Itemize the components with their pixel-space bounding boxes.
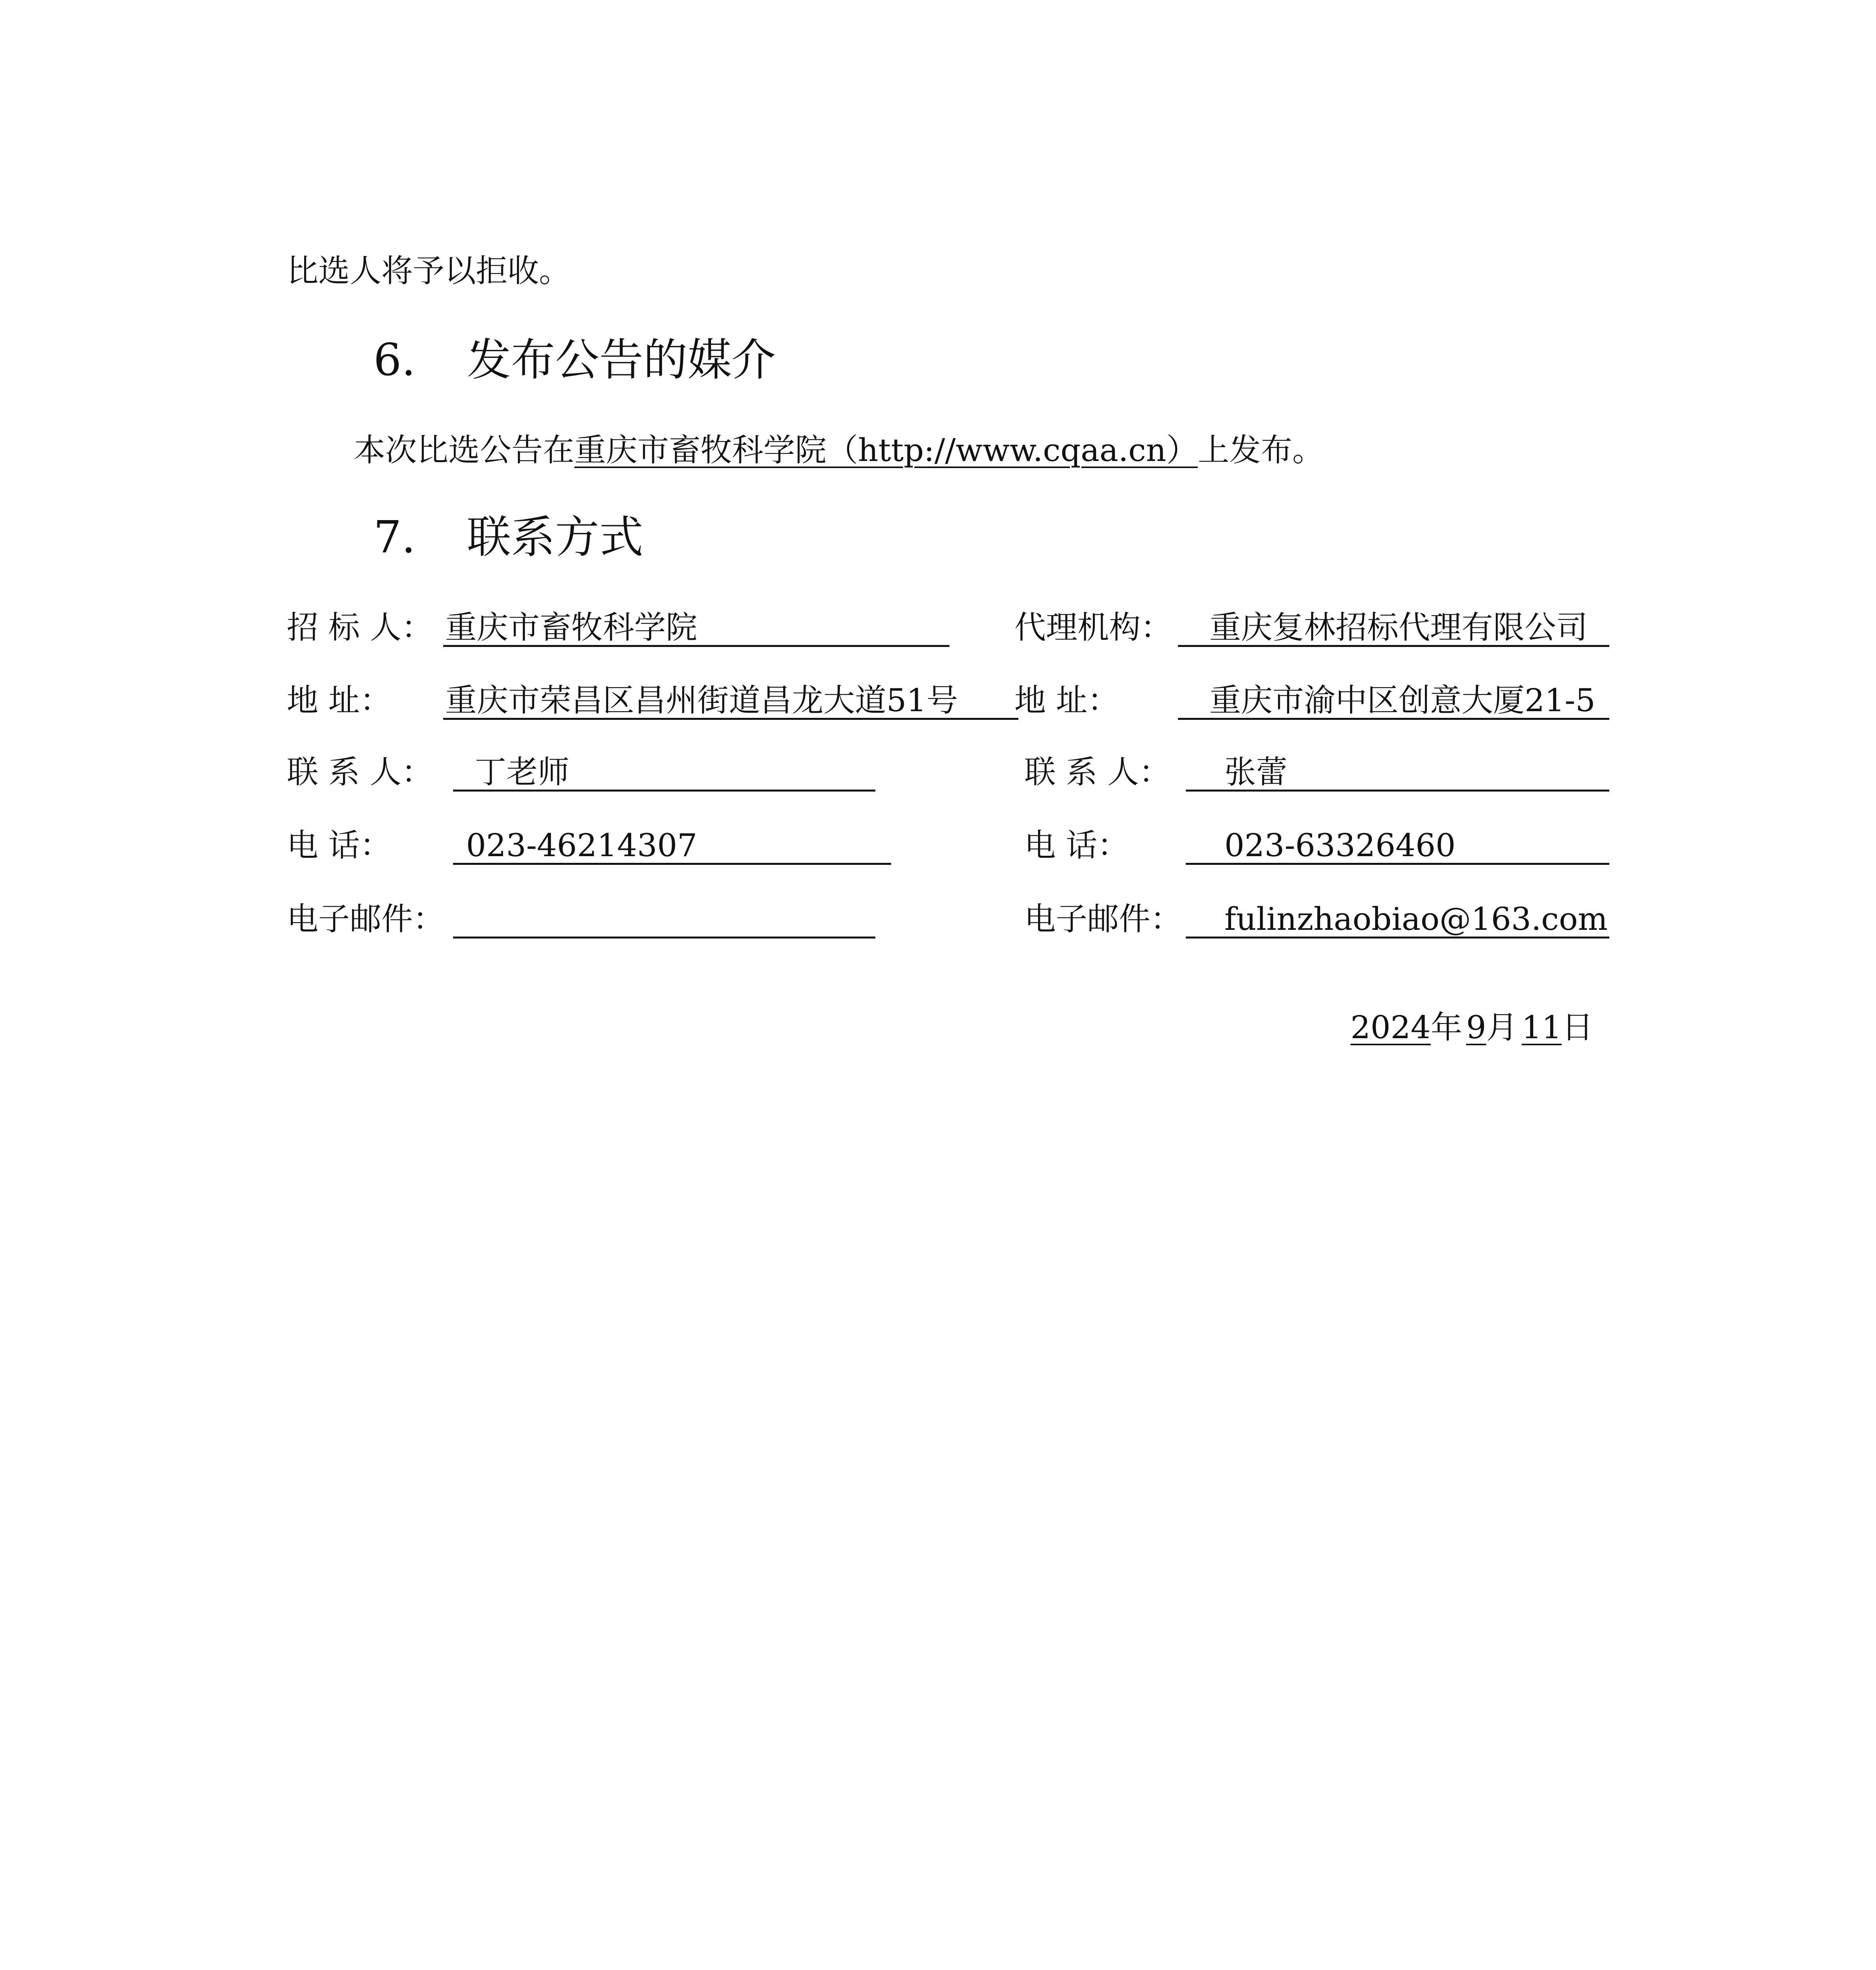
section7-title: 联系方式 <box>467 512 643 563</box>
section7-number: 7. <box>373 512 416 563</box>
left-phone-underline <box>453 863 891 865</box>
date-day-unit: 日 <box>1562 1009 1594 1046</box>
section6-paragraph <box>354 432 1324 468</box>
left-email-label: 电子邮件： <box>287 901 444 937</box>
section6-number: 6. <box>373 335 416 386</box>
right-address-value: 重庆市渝中区创意大厦21-5 <box>1209 682 1596 719</box>
date-day: 11 <box>1521 1009 1562 1046</box>
right-email-underline <box>1186 937 1609 939</box>
right-contact-label: 联 系 人： <box>1024 754 1170 790</box>
right-email-value: fulinzhaobiao@163.com <box>1224 901 1608 937</box>
left-address-value: 重庆市荣昌区昌州街道昌龙大道51号 <box>445 682 958 719</box>
left-contact-underline <box>453 790 875 792</box>
right-phone-underline <box>1186 863 1609 865</box>
agency-underline <box>1178 645 1609 647</box>
agency-value: 重庆复林招标代理有限公司 <box>1209 609 1588 646</box>
right-address-label: 地 址： <box>1014 682 1119 719</box>
left-phone-label: 电 话： <box>287 827 392 864</box>
tenderer-value: 重庆市畜牧科学院 <box>445 609 697 646</box>
date-month: 9 <box>1466 1009 1486 1046</box>
section6-text-after: 上发布。 <box>1198 432 1324 468</box>
date-year: 2024 <box>1350 1009 1431 1046</box>
right-email-label: 电子邮件： <box>1024 901 1182 937</box>
signature-date <box>1350 1009 1594 1046</box>
right-phone-label: 电 话： <box>1024 827 1129 864</box>
tenderer-label: 招 标 人： <box>287 609 433 646</box>
tenderer-underline <box>443 645 949 647</box>
section6-title: 发布公告的媒介 <box>467 335 776 386</box>
left-address-label: 地 址： <box>287 682 392 719</box>
section6-text-before: 本次比选公告在 <box>354 432 574 468</box>
left-email-underline <box>453 937 875 939</box>
date-month-unit: 月 <box>1486 1009 1518 1046</box>
date-year-unit: 年 <box>1430 1009 1462 1046</box>
right-phone-value: 023-63326460 <box>1224 827 1456 864</box>
left-address-underline <box>443 718 1018 720</box>
left-contact-label: 联 系 人： <box>287 754 433 790</box>
left-phone-value: 023-46214307 <box>466 827 697 864</box>
section6-media-link: 重庆市畜牧科学院（http://www.cqaa.cn） <box>574 432 1198 468</box>
left-contact-value: 丁老师 <box>475 754 569 790</box>
intro-tail-text: 比选人将予以拒收。 <box>287 253 570 289</box>
right-contact-underline <box>1186 790 1609 792</box>
right-address-underline <box>1178 718 1609 720</box>
agency-label: 代理机构： <box>1014 609 1172 646</box>
right-contact-value: 张蕾 <box>1224 754 1287 790</box>
